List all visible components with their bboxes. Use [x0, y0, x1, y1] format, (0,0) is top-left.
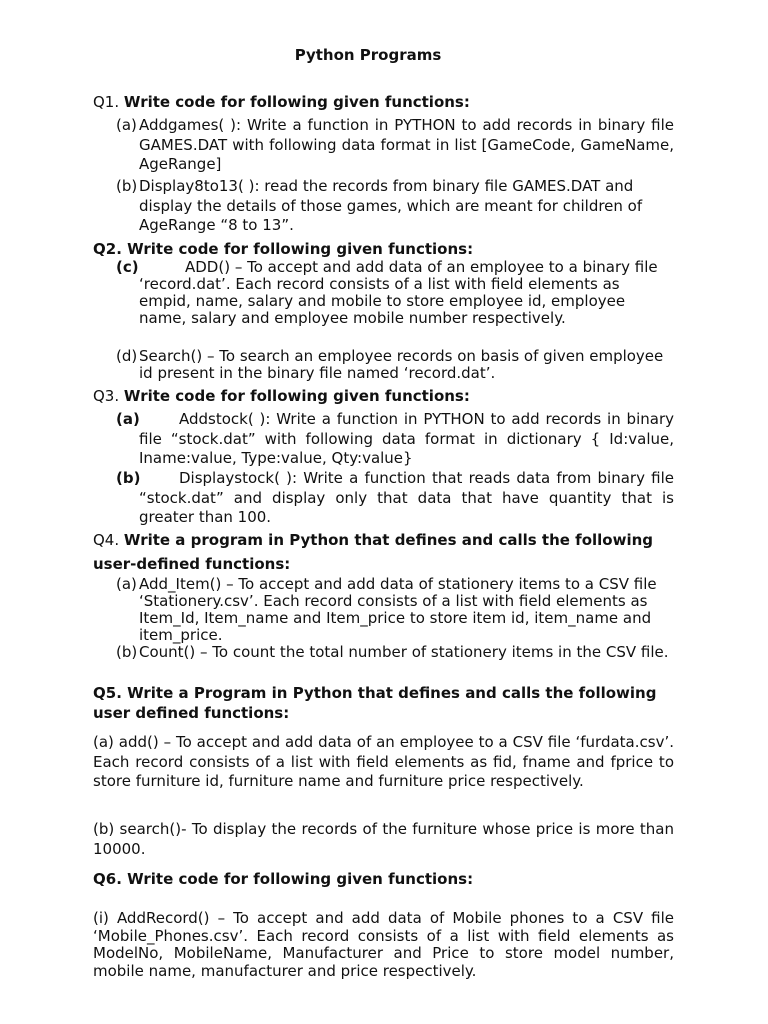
document-title: Python Programs [294, 46, 442, 64]
q1-heading-text: Write code for following given functions: [123, 93, 470, 111]
q3-heading [93, 386, 677, 406]
q1-number: Q1. [93, 93, 120, 111]
q4-heading [93, 528, 677, 576]
q2-d-label: (d) [116, 347, 138, 365]
q1-item-a [116, 116, 674, 175]
q2-d-text: Search() – To search an employee records on basis of given employee id present in the binary file named ‘record.dat’. [139, 347, 664, 382]
q3-item-b [116, 469, 674, 528]
q5-item-a: (a) add() – To accept and add data of an employee to a CSV file ‘furdata.csv’. Each record consists of a list with field elements as fid, fname and fprice to store furniture id, furniture name and furniture price respectively. [93, 733, 674, 790]
q3-item-a [116, 410, 674, 469]
q1-b-text: Display8to13( ): read the records from binary file GAMES.DAT and display the details of those games, which are meant for children of AgeRange “8 to 13”. [139, 177, 643, 234]
q5-heading-text: Q5. Write a Program in Python that defines and calls the following user defined functions: [93, 684, 657, 722]
q3-b-text: Displaystock( ): Write a function that reads data from binary file “stock.dat” and display only that data that have quantity that is greater than 100. [139, 469, 674, 526]
q2-item-d [116, 348, 674, 382]
q4-heading-text: Write a program in Python that defines and calls the following user-defined functions: [93, 531, 654, 573]
q3-number: Q3. [93, 387, 120, 405]
q1-item-b [116, 177, 674, 236]
q1-a-text: Addgames( ): Write a function in PYTHON to add records in binary file GAMES.DAT with following data format in list [GameCode, GameName, AgeRange] [139, 116, 674, 173]
q2-heading [93, 239, 677, 259]
q3-b-label: (b) [116, 469, 141, 487]
q4-a-label: (a) [116, 575, 137, 593]
q5-heading [93, 683, 677, 723]
q4-item-b [116, 644, 674, 661]
q3-a-text: Addstock( ): Write a function in PYTHON to add records in binary file “stock.dat” with following data format in dictionary { Id:value, Iname:value, Type:value, Qty:value} [139, 410, 674, 467]
q2-c-text: ADD() – To accept and add data of an employee to a binary file ‘record.dat’. Each record consists of a list with field elements as empid, name, salary and mobile to store employee id, employee name, salary and employee mobile number respectively. [139, 258, 658, 327]
q1-b-label: (b) [116, 177, 138, 195]
q1-a-label: (a) [116, 116, 137, 134]
q6-item-i: (i) AddRecord() – To accept and add data of Mobile phones to a CSV file ‘Mobile_Phones.csv’. Each record consists of a list with field elements as ModelNo, MobileName, Manufacturer and Price to store model number, mobile name, manufacturer and price respectively. [93, 909, 674, 980]
q6-heading [93, 869, 677, 889]
q3-heading-text: Write code for following given functions: [123, 387, 470, 405]
q4-a-text: Add_Item() – To accept and add data of stationery items to a CSV file ‘Stationery.csv’. Each record consists of a list with field elements as Item_Id, Item_name and Item_price to store item id, item_name and item_price. [139, 575, 657, 644]
q4-b-text: Count() – To count the total number of stationery items in the CSV file. [139, 643, 669, 661]
q4-number: Q4. [93, 531, 120, 549]
q3-a-label: (a) [116, 410, 140, 428]
q2-heading-text: Q2. Write code for following given functions: [93, 240, 474, 258]
q4-item-a [116, 576, 674, 644]
q6-heading-text: Q6. Write code for following given functions: [93, 870, 474, 888]
q1-heading [93, 92, 677, 112]
q4-b-label: (b) [116, 643, 138, 661]
q2-item-c [116, 259, 674, 327]
q5-item-b: (b) search()- To display the records of the furniture whose price is more than 10000. [93, 820, 674, 858]
q2-c-label: (c) [116, 258, 139, 276]
